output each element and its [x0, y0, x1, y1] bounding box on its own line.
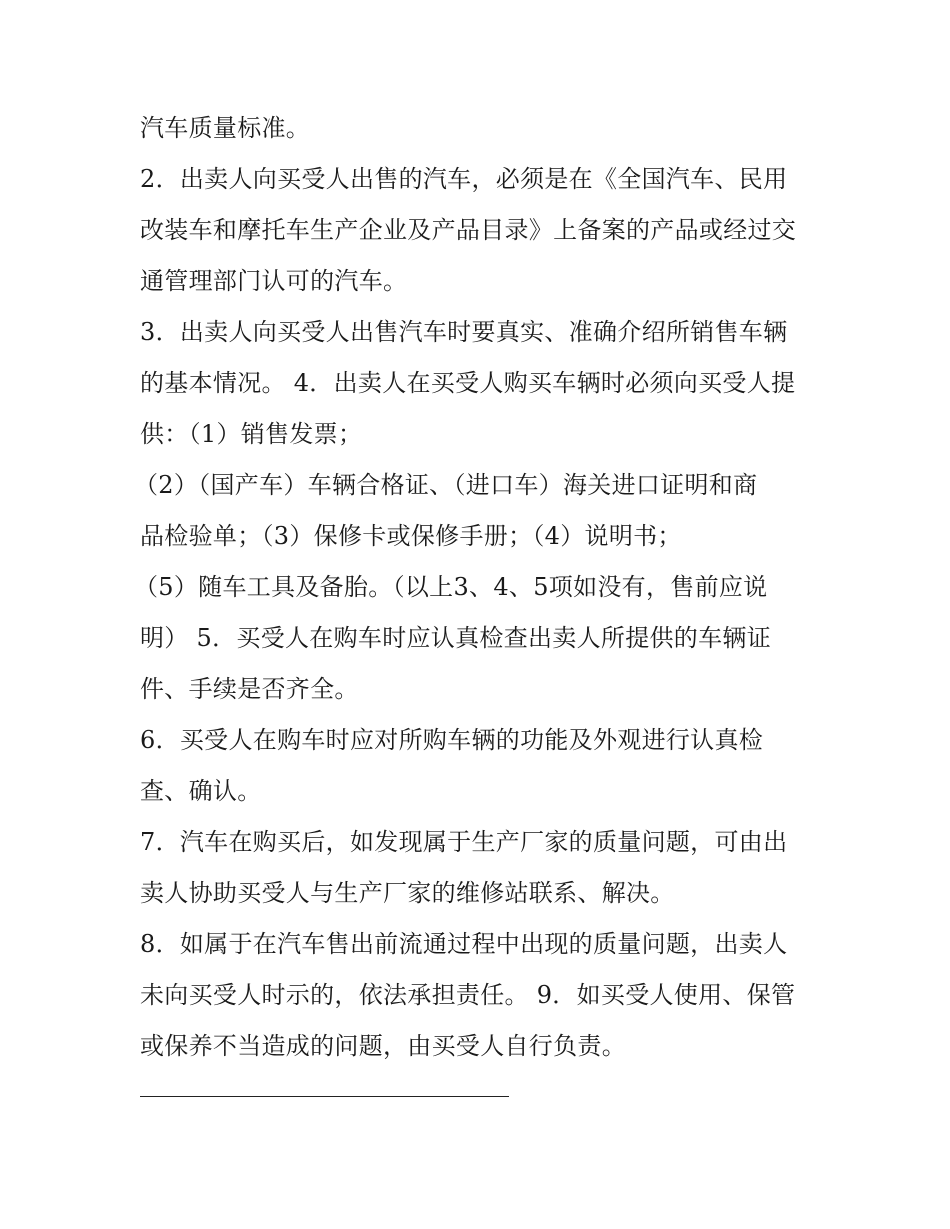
- text-line: 8．如属于在汽车售出前流通过程中出现的质量问题，出卖人: [140, 930, 788, 958]
- text-line: 6．买受人在购车时应对所购车辆的功能及外观进行认真检: [140, 726, 764, 754]
- text-line: （5）随车工具及备胎。（以上3、4、5项如没有，售前应说: [134, 573, 768, 601]
- text-line: 明） 5．买受人在购车时应认真检查出卖人所提供的车辆证: [140, 624, 771, 652]
- text-line: 品检验单；（3）保修卡或保修手册；（4）说明书；: [140, 522, 682, 550]
- text-line: 的基本情况。 4．出卖人在买受人购买车辆时必须向买受人提: [140, 369, 796, 397]
- footnote-separator: [140, 1096, 509, 1097]
- text-line: 查、确认。: [140, 777, 262, 805]
- text-line: 或保养不当造成的问题，由买受人自行负责。: [140, 1032, 626, 1060]
- text-line: （2）（国产车）车辆合格证、（进口车）海关进口证明和商: [134, 471, 758, 499]
- text-line: 改装车和摩托车生产企业及产品目录》上备案的产品或经过交: [140, 216, 797, 244]
- text-line: 汽车质量标准。: [140, 114, 311, 142]
- text-line: 3．出卖人向买受人出售汽车时要真实、准确介绍所销售车辆: [140, 318, 788, 346]
- document-body: [134, 103, 820, 1072]
- text-line: 未向买受人时示的，依法承担责任。 9．如买受人使用、保管: [140, 981, 796, 1009]
- text-line: 通管理部门认可的汽车。: [140, 267, 408, 295]
- text-line: 供：（1）销售发票；: [140, 420, 363, 448]
- text-line: 卖人协助买受人与生产厂家的维修站联系、解决。: [140, 879, 675, 907]
- text-line: 件、手续是否齐全。: [140, 675, 359, 703]
- text-line: 2．出卖人向买受人出售的汽车，必须是在《全国汽车、民用: [140, 165, 788, 193]
- text-line: 7．汽车在购买后，如发现属于生产厂家的质量问题，可由出: [140, 828, 788, 856]
